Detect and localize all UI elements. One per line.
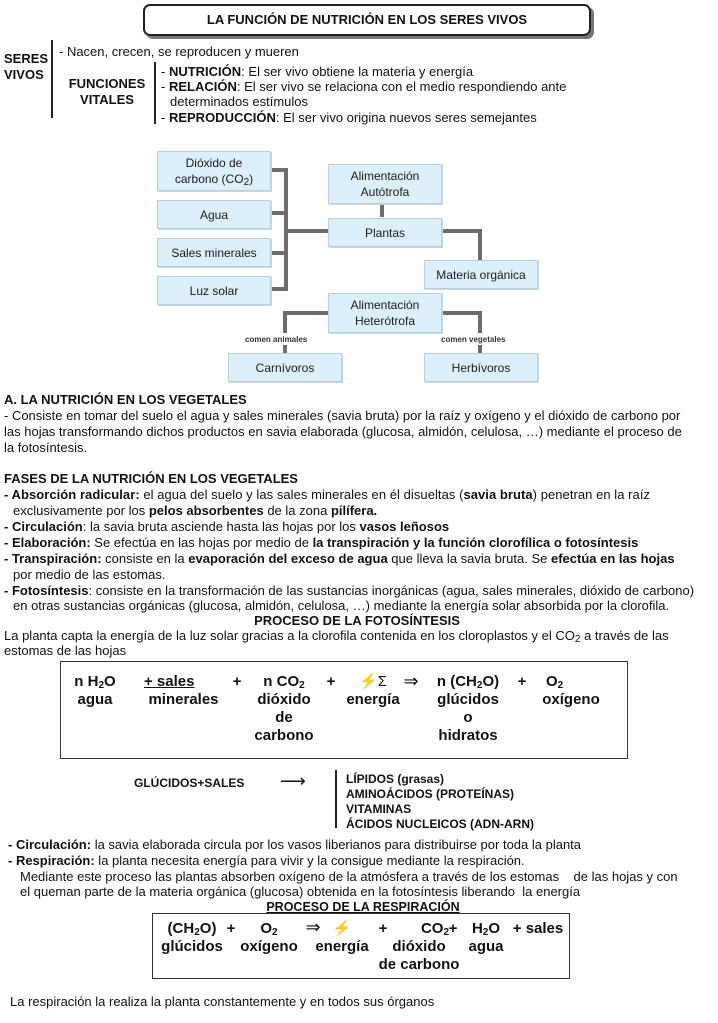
funcion-relacion: - RELACIÓN: El ser vivo se relaciona con el medio respondiendo ante bbox=[161, 79, 567, 94]
derived-compounds-list bbox=[346, 772, 534, 832]
connector bbox=[283, 311, 328, 315]
fase-circulacion: - Circulación: la savia bruta asciende hasta las hojas por los vasos leñosos bbox=[4, 519, 450, 534]
connector bbox=[380, 203, 384, 217]
fotosintesis-text-cont: estomas de las hojas bbox=[4, 643, 127, 658]
eq-plus: + bbox=[326, 673, 336, 690]
funciones-vitales-label bbox=[62, 76, 152, 108]
glucidos-sales-label: GLÚCIDOS+SALES bbox=[134, 776, 245, 790]
compound-item: VITAMINAS bbox=[346, 802, 412, 816]
eq-resp-co2: $CO_2$ dióxido de carbono bbox=[378, 920, 460, 973]
connector bbox=[440, 229, 482, 233]
seres-label: SERES bbox=[4, 51, 49, 66]
funcion-nutricion: - NUTRICIÓN: El ser vivo obtiene la materia y energía bbox=[161, 64, 474, 79]
fase-transpiracion: - Transpiración: consiste en la evaporación del exceso de agua que lleva la savia bruta. Se efectúa en las hojas bbox=[4, 551, 675, 566]
respiracion-text: - Respiración: la planta necesita energía para vivir y la consigue mediante la respiración. bbox=[8, 853, 525, 868]
connector bbox=[478, 311, 482, 333]
lightning-icon: ⚡ bbox=[332, 920, 352, 937]
eq-resp-oxygen: $O_2$ oxígeno bbox=[240, 920, 298, 955]
connector bbox=[478, 229, 482, 261]
label-comen-vegetales: comen vegetales bbox=[441, 335, 506, 344]
eq-plus: + bbox=[226, 920, 236, 937]
section-a-heading: A. LA NUTRICIÓN EN LOS VEGETALES bbox=[4, 392, 247, 407]
respiracion-line4: el queman parte de la materia orgánica (glucosa) obtenida en la fotosíntesis liberando la energía bbox=[20, 884, 581, 899]
fase-transpiracion-cont: por medio de las estomas. bbox=[13, 567, 166, 582]
fase-elaboracion: - Elaboración: Se efectúa en las hojas por medio de la transpiración y la función clorofílica o fotosíntesis bbox=[4, 535, 639, 550]
fase-absorcion-cont: exclusivamente por los pelos absorbentes de la zona pilífera. bbox=[13, 503, 378, 518]
vitales-label: VITALES bbox=[80, 92, 134, 107]
fotosintesis-heading: PROCESO DE LA FOTOSÍNTESIS bbox=[254, 613, 460, 628]
eq-sales: + sales minerales bbox=[144, 673, 219, 708]
fases-heading: FASES DE LA NUTRICIÓN EN LOS VEGETALES bbox=[4, 471, 298, 486]
page-title: LA FUNCIÓN DE NUTRICIÓN EN LOS SERES VIVOS bbox=[143, 4, 591, 36]
respiracion-line3: Mediante este proceso las plantas absorben oxígeno de la atmósfera a través de los estomas de las hojas y con bbox=[20, 869, 678, 884]
eq-plus: + bbox=[517, 673, 527, 690]
compound-item: AMINOÁCIDOS (PROTEÍNAS) bbox=[346, 787, 514, 801]
label-comen-animales: comen animales bbox=[245, 335, 308, 344]
bracket-line-2 bbox=[154, 62, 156, 124]
eq-resp-sales: + sales bbox=[512, 920, 564, 937]
arrow-right-icon: ⇒ bbox=[403, 671, 419, 691]
bracket-line bbox=[51, 40, 53, 118]
compound-item: LÍPIDOS (grasas) bbox=[346, 772, 445, 786]
box-sales-minerales: Sales minerales bbox=[157, 238, 271, 267]
circulacion-elaborada: - Circulación: la savia elaborada circula por los vasos liberianos para distribuirse por toda la planta bbox=[8, 837, 582, 852]
arrow-right-icon: ⇒ bbox=[305, 917, 321, 937]
section-a-line: las hojas transformando dichos productos en savia elaborada (glucosa, almidón, celulosa, …) mediante el proceso de bbox=[4, 424, 682, 439]
lightning-sigma-icon: ⚡Σ bbox=[359, 673, 387, 690]
box-carnivoros: Carnívoros bbox=[228, 353, 342, 382]
connector bbox=[284, 229, 329, 233]
fase-absorcion: - Absorción radicular: el agua del suelo y las sales minerales en él disueltas (savia bruta) penetran en la raíz bbox=[4, 487, 651, 502]
eq-resp-glucidos: $(CH_2O)$ glúcidos bbox=[161, 920, 223, 955]
eq-glucidos: n $(CH_2O)$ glúcidos o hidratos bbox=[436, 673, 500, 744]
box-materia-organica: Materia orgánica bbox=[424, 260, 538, 289]
connector bbox=[440, 311, 482, 315]
box-agua: Agua bbox=[157, 200, 271, 229]
respiracion-footer: La respiración la realiza la planta constantemente y en todos sus órganos bbox=[10, 994, 435, 1009]
section-a-text bbox=[4, 408, 710, 456]
box-luz-solar: Luz solar bbox=[157, 276, 271, 305]
funcion-relacion-cont: determinados estímulos bbox=[170, 94, 309, 109]
connector bbox=[478, 345, 482, 353]
section-a-line: - Consiste en tomar del suelo el agua y sales minerales (savia bruta) por la raíz y oxígeno y el dióxido de carbono por bbox=[4, 408, 681, 423]
eq-resp-energy: ⚡ energía bbox=[310, 920, 374, 956]
box-alimentacion-autotrofa: Alimentación Autótrofa bbox=[328, 164, 442, 204]
box-plantas: Plantas bbox=[328, 218, 442, 247]
eq-plus: + bbox=[378, 920, 388, 937]
fotosintesis-text: La planta capta la energía de la luz solar gracias a la clorofila contenida en los cloroplastos y el $CO_2$ a través de las bbox=[4, 628, 669, 645]
funciones-label: FUNCIONES bbox=[68, 76, 146, 91]
eq-resp-water: $H_2O$ agua bbox=[468, 920, 504, 955]
box-dioxido-carbono: Dióxido de carbono $(CO_2)$ bbox=[157, 151, 271, 191]
eq-energy: ⚡Σ energía bbox=[340, 673, 406, 709]
eq-plus: + bbox=[232, 673, 242, 690]
fase-fotosintesis-cont: en otras sustancias orgánicas (glucosa, almidón, celulosa, …) mediante la energía solar absorbida por la clorofila. bbox=[13, 598, 670, 613]
compound-item: ÁCIDOS NUCLEICOS (ADN-ARN) bbox=[346, 817, 534, 831]
eq-co2: n $CO_2$ dióxido de carbono bbox=[254, 673, 314, 744]
box-alimentacion-heterotrofa: Alimentación Heterótrofa bbox=[328, 293, 442, 333]
box-herbivoros: Herbívoros bbox=[424, 353, 538, 382]
eq-plus: + bbox=[448, 920, 458, 937]
fase-fotosintesis: - Fotosíntesis: consiste en la transformación de las sustancias inorgánicas (agua, sales minerales, dióxido de carbono) bbox=[4, 583, 695, 598]
respiracion-heading: PROCESO DE LA RESPIRACIÓN bbox=[266, 900, 460, 914]
eq-water: n $H_2O$ agua bbox=[74, 673, 116, 708]
connector bbox=[283, 311, 287, 333]
bracket-line-3 bbox=[335, 770, 337, 828]
eq-oxygen: $O_2$ oxígeno bbox=[542, 673, 600, 708]
funcion-reproduccion: - REPRODUCCIÓN: El ser vivo origina nuevos seres semejantes bbox=[161, 110, 537, 125]
seres-vivos-label bbox=[4, 51, 48, 83]
vivos-label: VIVOS bbox=[4, 67, 44, 82]
seres-vivos-intro: - Nacen, crecen, se reproducen y mueren bbox=[59, 44, 299, 59]
section-a-line: la fotosíntesis. bbox=[4, 440, 88, 455]
connector bbox=[283, 345, 287, 353]
arrow-right-icon: ⟶ bbox=[280, 771, 306, 791]
